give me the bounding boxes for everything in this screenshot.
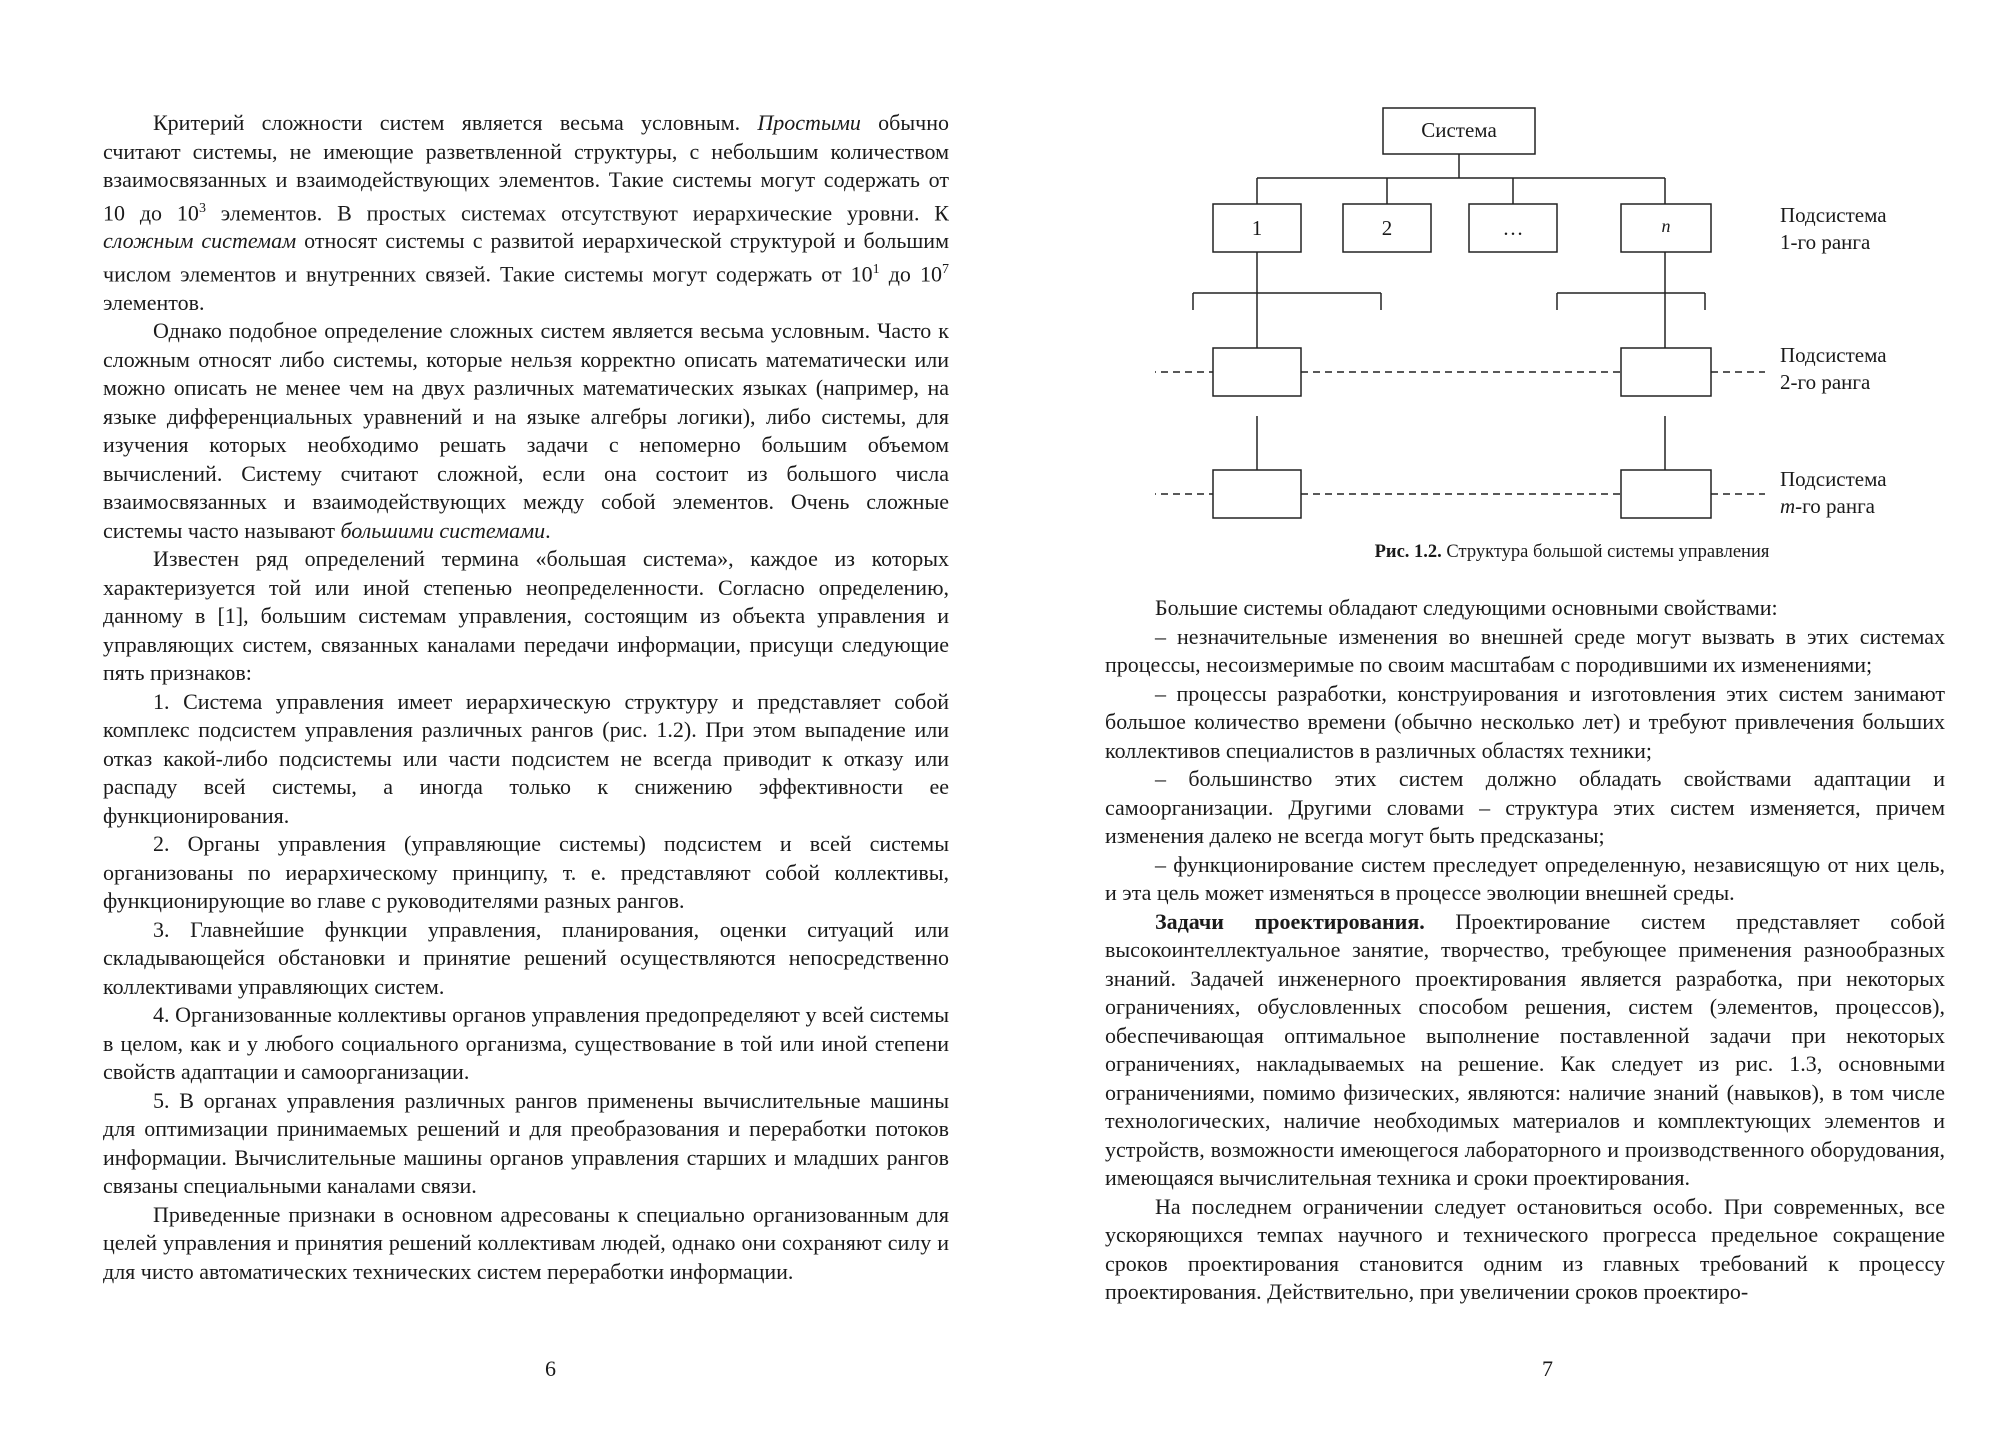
paragraph xyxy=(103,1001,949,1087)
paragraph xyxy=(103,109,949,317)
text-run: Критерий сложности систем является весьма условным. xyxy=(153,110,758,135)
rank-2-label xyxy=(1780,342,1887,396)
text-run: большими системами xyxy=(340,517,546,543)
text-run: Известен ряд определений термина «большая система», каждое из которых характеризуется той или иной степенью неопределенности. Согласно определению, данному в [1], большим системам управления, состоящим из объекта управления и управляющих систем, связанных каналами передачи информации, присущи следующие пять признаков: xyxy=(103,546,949,686)
paragraph xyxy=(103,830,949,916)
figure-caption-label: Рис. 1.2. xyxy=(1374,542,1442,562)
text-run: – процессы разработки, конструирования и изготовления этих систем занимают большое количество времени (обычно несколько лет) и требуют привлечения больших коллективов специалистов в различных областях техники; xyxy=(1105,680,1945,763)
box-rankm-left xyxy=(1213,470,1301,518)
paragraph xyxy=(103,317,949,545)
text-run: элементов. В простых системах отсутствуют иерархические уровни. К xyxy=(205,199,949,225)
figure-caption-text: Структура большой системы управления xyxy=(1441,542,1770,562)
text-run: 3 xyxy=(198,200,206,216)
text-run: сложным системам xyxy=(103,228,297,254)
paragraph xyxy=(1105,851,1945,908)
right-page-text xyxy=(1105,594,1945,1307)
text-run: – функционирование систем преследует определенную, независящую от них цель, и эта цель может изменяться в процессе эволюции внешней среды. xyxy=(1105,851,1945,905)
text-run: обычно считают системы, не имеющие разветвленной структуры, с небольшим количеством взаимосвязанных и взаимодействующих элементов. Такие системы могут содержать от 10 до 10 xyxy=(103,110,949,225)
text-run: На последнем ограничении следует остановиться особо. При современных, все ускоряющихся темпах научного и технического прогресса предельное сокращение сроков проектирования становится одним из главных требований к процессу проектирования. Действительно, при увеличении сроков проектиро- xyxy=(1105,1193,1945,1304)
box-rank1-label-2: 2 xyxy=(1381,216,1393,240)
text-run: относят системы с развитой иерархической структурой и большим числом элементов и внутренних связей. Такие системы могут содержать от 10 xyxy=(103,228,949,287)
rank-1-label-line2: 1-го ранга xyxy=(1780,230,1871,254)
page-number-left: 6 xyxy=(545,1356,556,1381)
right-page xyxy=(1000,0,2000,1450)
text-run: Однако подобное определение сложных систем является весьма условным. Часто к сложным относят либо системы, которые нельзя корректно описать математически или можно описать не менее чем на двух различных математических языках (например, на языке дифференциальных уравнений и на языке алгебры логики), либо системы, для изучения которых необходимо решать задачи с непомерно большим объемом вычислений. Систему считают сложной, если она состоит из большого числа взаимосвязанных и взаимодействующих между собой элементов. Очень сложные системы часто называют xyxy=(103,318,949,543)
page-number-right: 7 xyxy=(1542,1356,1553,1381)
paragraph xyxy=(103,688,949,831)
paragraph xyxy=(103,1201,949,1287)
box-rank2-left xyxy=(1213,348,1301,396)
box-rank1-label-1: 1 xyxy=(1251,216,1263,240)
text-run: Проектирование систем представляет собой высокоинтеллектуальное занятие, творчество, требующее применения разнообразных знаний. Задачей инженерного проектирования является разработка, при некоторых ограничениях, обусловленных способом решения, систем (элементов, процессов), обеспечивающая оптимальное выполнение поставленной задачи при некоторых ограничениях, накладываемых на решение. Как следует из рис. 1.3, основными ограничениями, помимо физических, являются: наличие знаний (навыков), в том числе технологических, наличие необходимых материалов и комплектующих элементов и устройств, возможности имеющегося лабораторного и производственного оборудования, имеющаяся вычислительная техника и сроки проектирования. xyxy=(1105,908,1945,1190)
box-system-label: Система xyxy=(1421,118,1497,142)
figure-caption xyxy=(1292,542,1852,563)
text-run: Задачи проектирования. xyxy=(1155,908,1425,934)
rank-m-label-line1: Подсистема xyxy=(1780,467,1887,491)
rank-1-label xyxy=(1780,202,1887,256)
text-run: – большинство этих систем должно обладать свойствами адаптации и самоорганизации. Другими словами – структура этих систем изменяется, причем изменения далеко не всегда могут быть предсказаны; xyxy=(1105,766,1945,848)
text-run: 5. В органах управления различных рангов применены вычислительные машины для оптимизации принимаемых решений и для преобразования и переработки потоков информации. Вычислительные машины органов управления старших и младших рангов связаны специальными каналами связи. xyxy=(103,1087,949,1199)
box-rankm-right xyxy=(1621,470,1711,518)
rank-2-label-line2: 2-го ранга xyxy=(1780,370,1871,394)
text-run: Большие системы обладают следующими основными свойствами: xyxy=(1155,595,1778,620)
paragraph xyxy=(1105,765,1945,851)
box-rank1-label-ellipsis: … xyxy=(1502,216,1524,240)
text-run: . xyxy=(545,517,551,543)
paragraph xyxy=(1105,680,1945,766)
paragraph xyxy=(103,1087,949,1201)
rank-1-label-line1: Подсистема xyxy=(1780,203,1887,227)
paragraph xyxy=(103,545,949,688)
figure-1-2 xyxy=(1155,100,1935,580)
paragraph xyxy=(1105,594,1945,623)
text-run: до 10 xyxy=(879,261,942,287)
paragraph xyxy=(103,916,949,1002)
paragraph xyxy=(1105,908,1945,1193)
text-run: 3. Главнейшие функции управления, планирования, оценки ситуаций или складывающейся обстановки и принятие решений осуществляются непосредственно коллективами управляющих систем. xyxy=(103,916,949,999)
box-rank2-right xyxy=(1621,348,1711,396)
text-run: – незначительные изменения во внешней среде могут вызвать в этих системах процессы, несоизмеримые по своим масштабам с породившими их изменениями; xyxy=(1105,623,1945,677)
text-run: элементов. xyxy=(103,289,205,315)
rank-m-symbol: m xyxy=(1780,494,1796,518)
paragraph xyxy=(1105,1193,1945,1307)
text-run: 2. Органы управления (управляющие системы) подсистем и всей системы организованы по иерархическому принципу, т. е. представляют собой коллективы, функционирующие во главе с руководителями разных рангов. xyxy=(103,831,949,914)
rank-m-label-line2: m-го ранга xyxy=(1780,494,1875,518)
text-run: Приведенные признаки в основном адресованы к специально организованным для целей управления и принятия решений коллективам людей, однако они сохраняют силу и для чисто автоматических технических систем переработки информации. xyxy=(103,1201,949,1284)
text-run: Простыми xyxy=(757,110,861,135)
rank-m-label xyxy=(1780,466,1887,520)
left-page-text xyxy=(103,109,949,1286)
text-run: 4. Организованные коллективы органов управления предопределяют у всей системы в целом, как и у любого социального организма, существование в той или иной степени свойств адаптации и самоорганизации. xyxy=(103,1002,949,1085)
text-run: 1 xyxy=(872,261,880,277)
text-run: 1. Система управления имеет иерархическую структуру и представляет собой комплекс подсистем управления различных рангов (рис. 1.2). При этом выпадение или отказ какой-либо подсистемы или части подсистем не всегда приводит к отказу или распаду всей системы, а иногда только к снижению эффективности ее функционирования. xyxy=(103,688,949,828)
paragraph xyxy=(1105,623,1945,680)
box-rank1-label-n: n xyxy=(1661,216,1671,236)
text-run: 7 xyxy=(942,261,949,277)
rank-2-label-line1: Подсистема xyxy=(1780,343,1887,367)
